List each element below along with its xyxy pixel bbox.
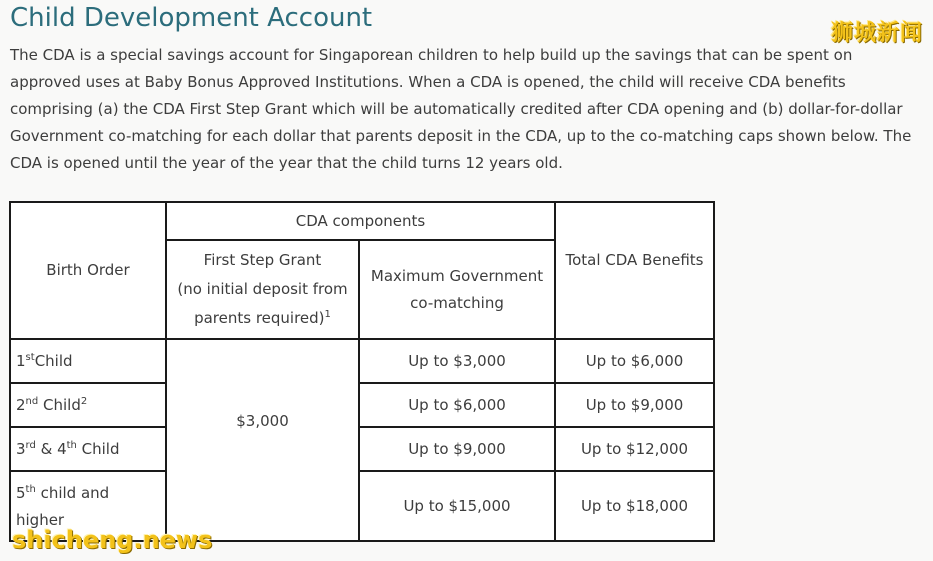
- table-row: [10, 383, 714, 427]
- watermark-chinese: 狮城新闻: [830, 21, 923, 46]
- birth-order-cell: 1stChild: [10, 339, 166, 383]
- max-gov-cell: Up to $9,000: [359, 427, 555, 471]
- table-row: [10, 339, 714, 383]
- intro-paragraph: The CDA is a special savings account for Singaporean children to help build up the savings that can be spent on approved uses at Baby Bonus Approved Institutions. When a CDA is opened, the child will receive CDA benefits comprising (a) the CDA First Step Grant which will be automatically credited after CDA opening and (b) dollar-for-dollar Government co-matching for each dollar that parents deposit in the CDA, up to the co-matching caps shown below. The CDA is opened until the year of the year that the child turns 12 years old.: [10, 46, 912, 172]
- header-birth-order: Birth Order: [10, 202, 166, 339]
- cda-benefits-table: [9, 201, 715, 542]
- table-row: [10, 427, 714, 471]
- page-title: Child Development Account: [10, 3, 373, 33]
- header-first-step-line2: (no initial deposit from: [177, 280, 348, 298]
- header-first-step-grant: [166, 240, 359, 339]
- max-gov-cell: Up to $6,000: [359, 383, 555, 427]
- total-benefits-cell: Up to $9,000: [555, 383, 714, 427]
- header-cda-components: CDA components: [166, 202, 555, 240]
- header-max-government-comatching: [359, 240, 555, 339]
- header-max-gov-line1: Maximum Government: [370, 266, 544, 285]
- footnote-1: 1: [324, 309, 331, 320]
- total-benefits-cell: Up to $18,000: [555, 471, 714, 541]
- max-gov-cell: Up to $3,000: [359, 339, 555, 383]
- total-benefits-cell: Up to $12,000: [555, 427, 714, 471]
- birth-order-cell: 3rd & 4th Child: [10, 427, 166, 471]
- header-total-cda-benefits: [555, 202, 714, 339]
- first-step-grant-value: $3,000: [166, 339, 359, 541]
- total-benefits-cell: Up to $6,000: [555, 339, 714, 383]
- header-first-step-line1: First Step Grant: [203, 251, 322, 269]
- header-first-step-line3: parents required): [194, 309, 325, 327]
- max-gov-cell: Up to $15,000: [359, 471, 555, 541]
- header-max-gov-line2: co-matching: [410, 293, 504, 312]
- header-total-label: Total CDA Benefits: [565, 251, 704, 269]
- birth-order-cell: 2nd Child$^2$: [10, 383, 166, 427]
- watermark-domain: shicheng.news: [12, 526, 213, 554]
- birth-order-cell: 5th child and higher: [10, 471, 166, 541]
